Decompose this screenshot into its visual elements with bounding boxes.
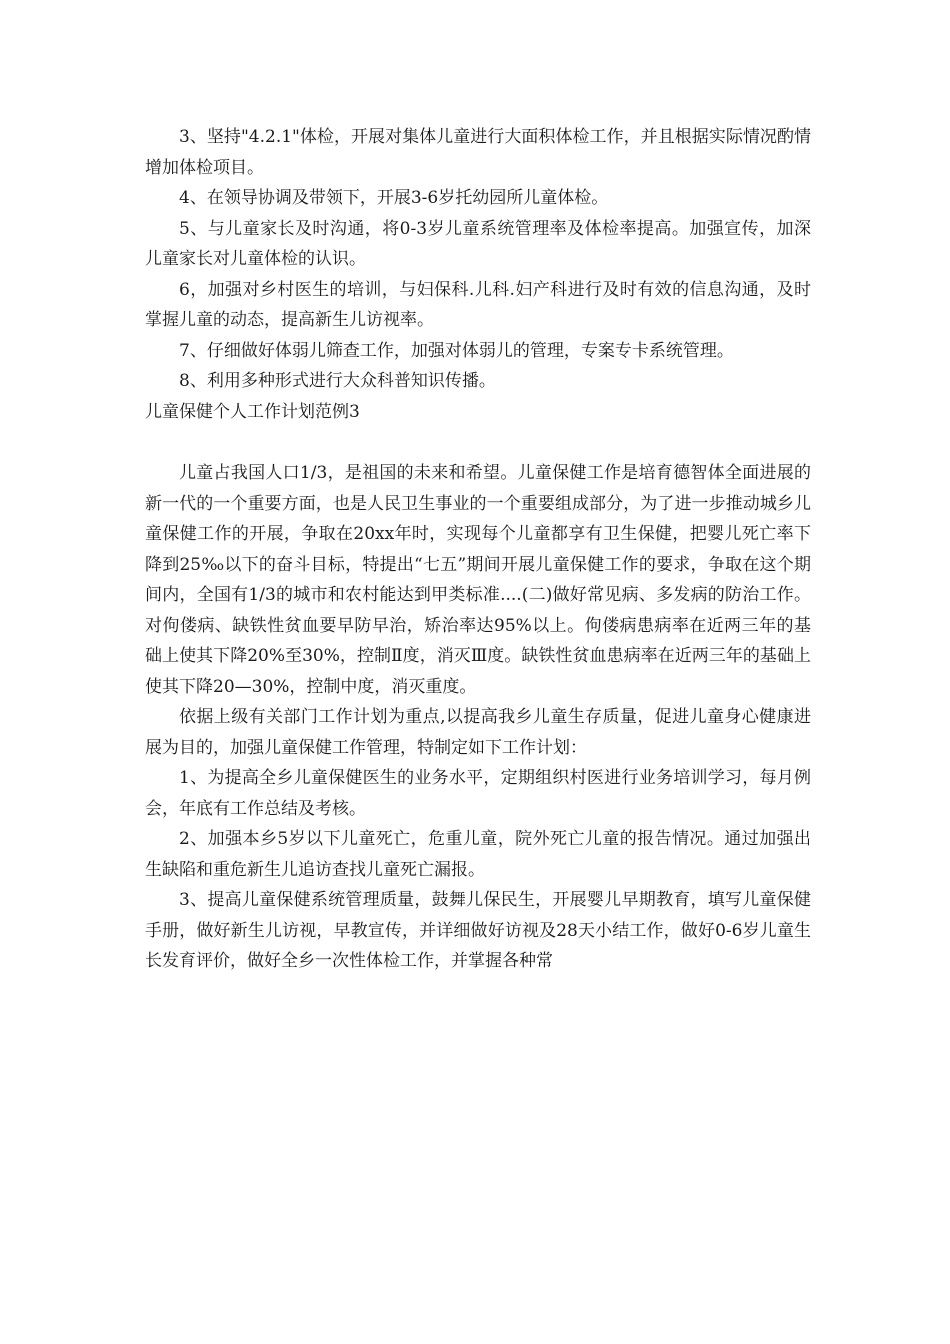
paragraph-item-3: 3、坚持"4.2.1"体检，开展对集体儿童进行大面积体检工作，并且根据实际情况酌情增加体检项目。 xyxy=(145,127,811,178)
paragraph-item-6: 6，加强对乡村医生的培训，与妇保科.儿科.妇产科进行及时有效的信息沟通，及时掌握儿童的动态，提高新生儿访视率。 xyxy=(145,279,811,330)
paragraph-item-7: 7、仔细做好体弱儿筛查工作，加强对体弱儿的管理，专案专卡系统管理。 xyxy=(179,340,734,361)
paragraph-item-8: 8、利用多种形式进行大众科普知识传播。 xyxy=(179,371,496,391)
intro-paragraph: 儿童占我国人口1/3，是祖国的未来和希望。儿童保健工作是培育德智体全面进展的新一代的一个重要方面，也是人民卫生事业的一个重要组成部分，为了进一步推动城乡儿童保健工作的开展，争取在20xx年时，实现每个儿童都享有卫生保健，把婴儿死亡率下降到25‰以下的奋斗目标，特提出“七五”期间开展儿童保健工作的要求，争取在这个期间内，全国有1/3的城市和农村能达到甲类标准....(二)做好常见病、多发病的防治工作。对佝偻病、缺铁性贫血要早防早治，矫治率达95%以上。佝偻病患病率在近两三年的基础上使其下降20%至30%，控制Ⅱ度，消灭Ⅲ度。缺铁性贫血患病率在近两三年的基础上使其下降20—30%，控制中度，消灭重度。 xyxy=(145,463,811,697)
plan-item-2: 2、加强本乡5岁以下儿童死亡，危重儿童，院外死亡儿童的报告情况。通过加强出生缺陷和重危新生儿追访查找儿童死亡漏报。 xyxy=(145,829,811,880)
paragraph-item-4: 4、在领导协调及带领下，开展3-6岁托幼园所儿童体检。 xyxy=(179,188,609,208)
plan-item-1: 1、为提高全乡儿童保健医生的业务水平，定期组织村医进行业务培训学习，每月例会，年底有工作总结及考核。 xyxy=(145,768,811,819)
paragraph-item-5: 5、与儿童家长及时沟通，将0-3岁儿童系统管理率及体检率提高。加强宣传，加深儿童家长对儿童体检的认识。 xyxy=(145,218,811,269)
document-body xyxy=(145,122,811,977)
section-heading: 儿童保健个人工作计划范例3 xyxy=(145,401,360,422)
plan-item-3: 3、提高儿童保健系统管理质量，鼓舞儿保民生，开展婴儿早期教育，填写儿童保健手册，做好新生儿访视，早教宣传，并详细做好访视及28天小结工作，做好0-6岁儿童生长发育评价，做好全乡一次性体检工作，并掌握各种常 xyxy=(145,890,811,971)
plan-basis-paragraph: 依据上级有关部门工作计划为重点,以提高我乡儿童生存质量，促进儿童身心健康进展为目的，加强儿童保健工作管理，特制定如下工作计划： xyxy=(145,707,811,758)
